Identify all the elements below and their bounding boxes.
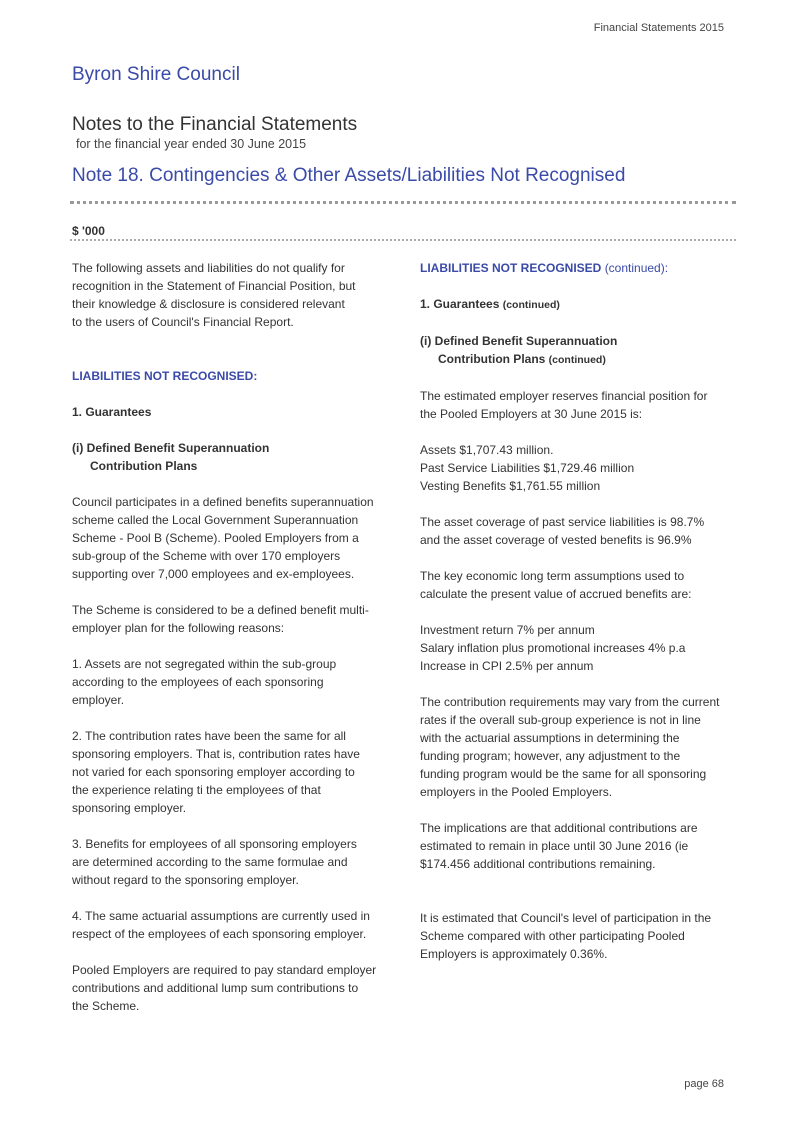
- page-subtitle: for the financial year ended 30 June 2015: [76, 137, 307, 151]
- units-label: $ '000: [72, 224, 105, 238]
- coverage-paragraph: The asset coverage of past service liabilities is 98.7% and the asset coverage of vested benefits is 96.9%: [420, 515, 705, 547]
- units-divider: [70, 239, 736, 241]
- contribution-requirements: The contribution requirements may vary from the current rates if the overall sub-group experience is not in line with the actuarial assumptions in determining the funding program; however, any adjustment to the funding program would be the same for all sponsoring employers in the Pooled Employers.: [420, 695, 720, 799]
- page-number: page 68: [684, 1078, 724, 1090]
- section-heading: LIABILITIES NOT RECOGNISED:: [72, 369, 258, 383]
- heading-divider: [70, 201, 736, 204]
- running-header: Financial Statements 2015: [593, 22, 724, 34]
- assumptions-intro: The key economic long term assumptions used to calculate the present value of accrued benefits are:: [420, 569, 692, 601]
- implications-paragraph: The implications are that additional contributions are estimated to remain in place until 30 June 2016 (ie $174.456 additional contributions remaining.: [420, 821, 698, 871]
- right-column: [420, 259, 740, 963]
- reserves-list: Assets $1,707.43 million. Past Service Liabilities $1,729.46 million Vesting Benefits $1,761.55 million: [420, 443, 635, 493]
- section-heading-continued: LIABILITIES NOT RECOGNISED (continued):: [420, 261, 669, 275]
- guarantees-heading: 1. Guarantees: [72, 405, 152, 419]
- reason-1: 1. Assets are not segregated within the sub-group according to the employees of each sponsoring employer.: [72, 657, 337, 707]
- sub-heading: (i) Defined Benefit Superannuation Contribution Plans: [72, 441, 270, 473]
- sub-heading-continued: (i) Defined Benefit Superannuation Contribution Plans (continued): [420, 334, 618, 366]
- reasons-intro: The Scheme is considered to be a defined benefit multi- employer plan for the following reasons:: [72, 603, 369, 635]
- scheme-paragraph: Council participates in a defined benefits superannuation scheme called the Local Government Superannuation Scheme - Pool B (Scheme). Pooled Employers from a sub-group of the Scheme with over 170 employers supporting over 7,000 employees and ex-employees.: [72, 495, 374, 581]
- left-column: [72, 259, 392, 1015]
- intro-paragraph: The following assets and liabilities do not qualify for recognition in the Statement of Financial Position, but their knowledge & disclosure is considered relevant to the users of Council's Financial Report.: [72, 261, 356, 329]
- council-name: Byron Shire Council: [72, 64, 240, 85]
- reason-4: 4. The same actuarial assumptions are currently used in respect of the employees of each sponsoring employer.: [72, 909, 370, 941]
- reserves-intro: The estimated employer reserves financial position for the Pooled Employers at 30 June 2015 is:: [420, 389, 708, 421]
- page-title: Notes to the Financial Statements: [72, 114, 358, 135]
- participation-paragraph: It is estimated that Council's level of participation in the Scheme compared with other participating Pooled Employers is approximately 0.36%.: [420, 911, 712, 961]
- assumptions-list: Investment return 7% per annum Salary inflation plus promotional increases 4% p.a Increase in CPI 2.5% per annum: [420, 623, 686, 673]
- reason-2: 2. The contribution rates have been the same for all sponsoring employers. That is, contribution rates have not varied for each sponsoring employer according to the experience relating ti the employees of that sponsoring employer.: [72, 729, 360, 815]
- pooled-employers-paragraph: Pooled Employers are required to pay standard employer contributions and additional lump sum contributions to the Scheme.: [72, 963, 377, 1013]
- reason-3: 3. Benefits for employees of all sponsoring employers are determined according to the same formulae and without regard to the sponsoring employer.: [72, 837, 357, 887]
- note-heading: Note 18. Contingencies & Other Assets/Liabilities Not Recognised: [72, 165, 626, 186]
- guarantees-heading-continued: 1. Guarantees (continued): [420, 297, 560, 311]
